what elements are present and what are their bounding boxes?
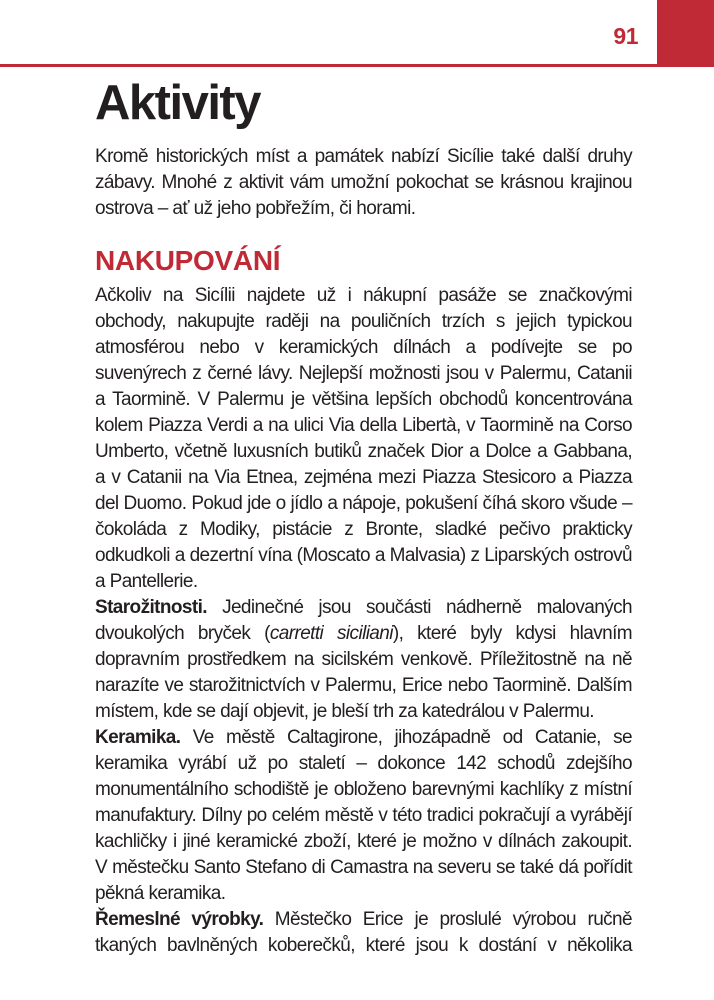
- paragraph-lead: Řemeslné výrobky.: [95, 909, 275, 930]
- paragraph-text: ), které byly kdysi hlavním dopravním prostředkem na sicilském venkově. Příležitostně na ně narazíte ve starožitnictvích v Palermu, Erice nebo Taormině. Dalším místem, kde se dají objevit, je bleší trh za katedrálou v Palermu.: [95, 623, 632, 722]
- section-heading: NAKUPOVÁNÍ: [95, 245, 281, 276]
- body-paragraph: [95, 907, 632, 959]
- corner-block: [657, 0, 714, 67]
- paragraph-text: Městečko Erice je proslulé výrobou ručně tkaných bavlněných koberečků, které jsou k dostání v několika: [95, 909, 632, 956]
- page-content: [95, 0, 632, 959]
- body-paragraph: [95, 595, 632, 725]
- paragraphs: [95, 283, 632, 959]
- paragraph-italic-term: carretti siciliani: [269, 623, 393, 644]
- page-title: Aktivity: [95, 76, 261, 130]
- paragraph-text: Jedinečné jsou součásti nádherně malovaných dvoukolých bryček (: [95, 597, 632, 644]
- paragraph-lead: Starožitnosti.: [95, 597, 223, 618]
- paragraph-text: Ačkoliv na Sicílii najdete už i nákupní pasáže se značkovými obchody, nakupujte raději na pouličních trzích s jejich typickou atmosférou nebo v keramických dílnách a podívejte se po suvenýrech z černé lávy. Nejlepší možnosti jsou v Palermu, Catanii a Taormině. V Palermu je většina lepších obchodů koncentrována kolem Piazza Verdi a na ulici Via della Libertà, v Taormině na Corso Umberto, včetně luxusních butiků značek Dior a Dolce a Gabbana, a v Catanii na Via Etnea, zejména mezi Piazza Stesicoro a Piazza del Duomo. Pokud jde o jídlo a nápoje, pokušení číhá skoro všude – čokoláda z Modiky, pistácie z Bronte, sladké pečivo prakticky odkudkoli a dezertní vína (Moscato a Malvasia) z Liparských ostrovů a Pantellerie.: [95, 285, 632, 592]
- page-number: 91: [613, 23, 638, 49]
- intro-paragraph: Kromě historických míst a památek nabízí Sicílie také další druhy zábavy. Mnohé z aktivit vám umožní pokochat se krásnou krajinou ostrova – ať už jeho pobřežím, či horami.: [95, 146, 632, 219]
- paragraph-lead: Keramika.: [95, 727, 193, 748]
- body-paragraph: [95, 725, 632, 907]
- paragraph-text: Ve městě Caltagirone, jihozápadně od Catanie, se keramika vyrábí už po staletí – dokonce 142 schodů zdejšího monumentálního schodiště je obloženo barevnými kachlíky z místní manufaktury. Dílny po celém městě v této tradici pokračují a vyrábějí kachličky i jiné keramické zboží, které je možno v dílnách zakoupit. V městečku Santo Stefano di Camastra na severu se také dá pořídit pěkná keramika.: [95, 727, 632, 904]
- body-paragraph: [95, 283, 632, 595]
